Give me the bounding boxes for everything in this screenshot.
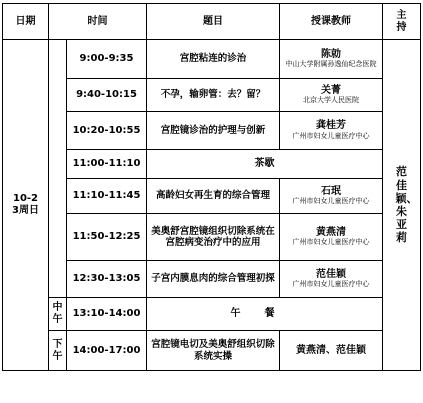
period-label	[49, 298, 67, 331]
date-cell	[3, 40, 49, 371]
period-text: 中午	[52, 302, 63, 325]
teacher-name: 陈勍	[321, 48, 341, 60]
header-chair	[383, 4, 421, 40]
teacher-name: 石珉	[321, 185, 341, 197]
session-time: 11:10-11:45	[67, 179, 147, 214]
teacher-name: 关菁	[321, 84, 341, 96]
session-time: 11:00-11:10	[67, 150, 147, 179]
header-row	[3, 4, 421, 40]
session-time: 13:10-14:00	[67, 298, 147, 331]
teacher-affiliation: 广州市妇女儿童医疗中心	[292, 280, 370, 289]
schedule-table	[2, 3, 421, 371]
session-topic: 高龄妇女再生育的综合管理	[147, 179, 280, 214]
session-teacher	[280, 79, 383, 112]
header-teacher: 授课教师	[280, 4, 383, 40]
session-time: 9:00-9:35	[67, 40, 147, 79]
session-time: 14:00-17:00	[67, 331, 147, 371]
session-teacher	[280, 179, 383, 214]
session-row	[3, 40, 421, 79]
session-teacher	[280, 40, 383, 79]
teacher-affiliation: 广州市妇女儿童医疗中心	[292, 197, 370, 206]
header-chair-text: 主持	[396, 9, 407, 33]
session-teacher	[280, 214, 383, 261]
session-time: 12:30-13:05	[67, 261, 147, 298]
session-topic: 宫腔粘连的诊治	[147, 40, 280, 79]
chair-cell	[383, 40, 421, 371]
session-time: 11:50-12:25	[67, 214, 147, 261]
session-topic: 不孕，输卵管：去？留？	[147, 79, 280, 112]
session-topic: 宫腔镜电切及美奥舒组织切除系统实操	[147, 331, 280, 371]
header-date: 日期	[3, 4, 49, 40]
teacher-affiliation: 广州市妇女儿童医疗中心	[292, 238, 370, 247]
date-label: 10-23周日	[12, 193, 39, 216]
session-topic: 美奥舒宫腔镜组织切除系统在宫腔病变治疗中的应用	[147, 214, 280, 261]
lunch-row	[3, 298, 421, 331]
chair-names: 范佳颖、朱亚莉	[395, 165, 418, 245]
lunch-cell: 午餐	[147, 298, 383, 331]
period-label	[49, 331, 67, 371]
teacher-name: 龚桂芳	[316, 120, 346, 132]
session-teacher	[280, 112, 383, 150]
session-time: 9:40-10:15	[67, 79, 147, 112]
teacher-name: 范佳颖	[316, 268, 346, 280]
tea-break: 茶歇	[147, 150, 383, 179]
session-teacher: 黄燕清、范佳颖	[280, 331, 383, 371]
period-text: 下午	[52, 338, 63, 362]
teacher-affiliation: 广州市妇女儿童医疗中心	[292, 131, 370, 140]
session-teacher	[280, 261, 383, 298]
session-time: 10:20-10:55	[67, 112, 147, 150]
teacher-affiliation: 中山大学附属孙逸仙纪念医院	[285, 60, 377, 69]
session-topic: 宫腔镜诊治的护理与创新	[147, 112, 280, 150]
morning-period-cell	[49, 40, 67, 298]
header-time: 时间	[49, 4, 147, 40]
teacher-name: 黄燕清	[316, 226, 346, 238]
header-topic: 题目	[147, 4, 280, 40]
teacher-affiliation: 北京大学人民医院	[303, 96, 359, 105]
session-row	[3, 331, 421, 371]
session-topic: 子宫内膜息肉的综合管理初探	[147, 261, 280, 298]
